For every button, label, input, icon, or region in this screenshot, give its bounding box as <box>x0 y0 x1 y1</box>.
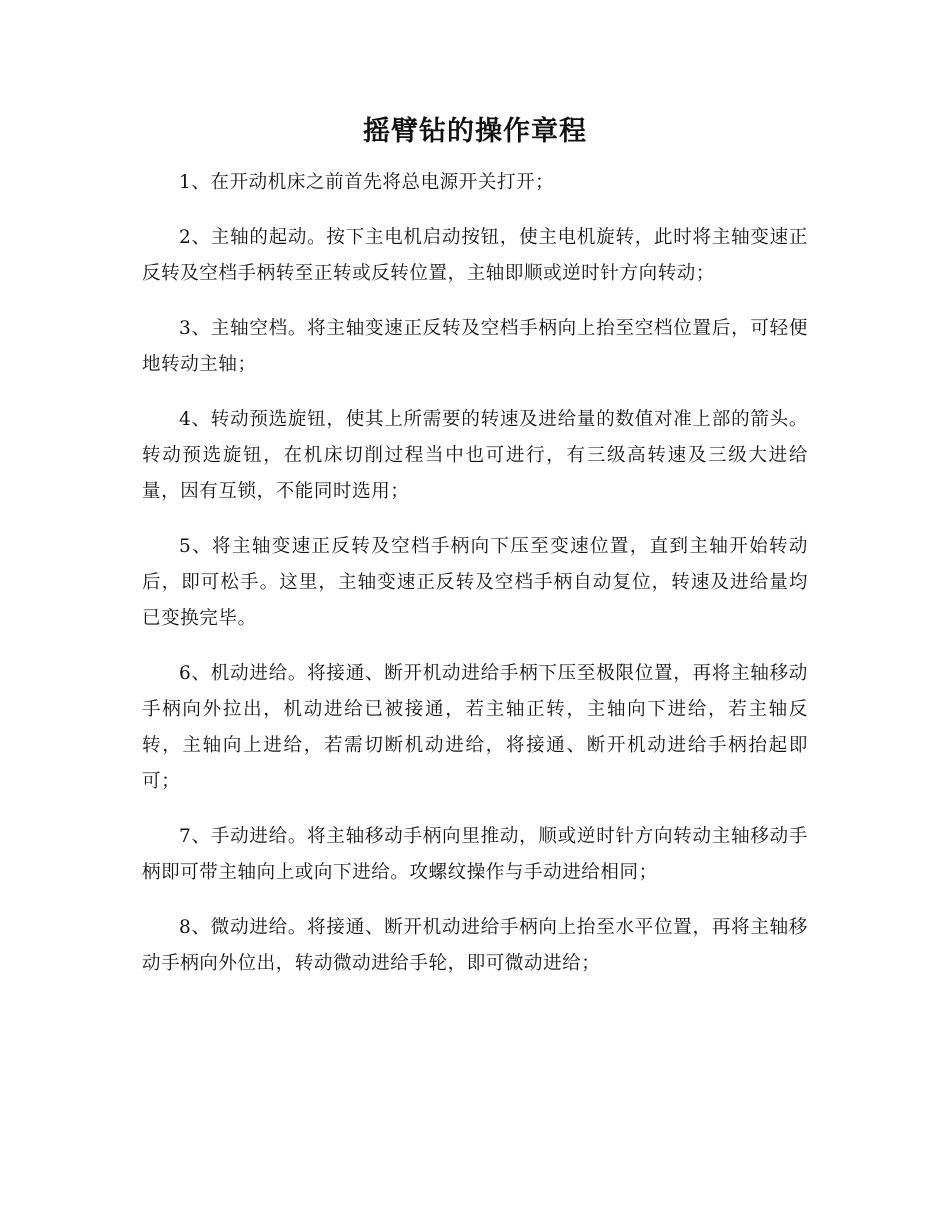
paragraph-3: 3、主轴空档。将主轴变速正反转及空档手柄向上抬至空档位置后，可轻便地转动主轴； <box>142 318 808 375</box>
paragraph-8: 8、微动进给。将接通、断开机动进给手柄向上抬至水平位置，再将主轴移动手柄向外位出，转动微动进给手轮，即可微动进给； <box>142 917 808 974</box>
paragraph-5: 5、将主轴变速正反转及空档手柄向下压至变速位置，直到主轴开始转动后，即可松手。这里，主轴变速正反转及空档手柄自动复位，转速及进给量均已变换完毕。 <box>142 536 808 629</box>
document-body <box>142 165 808 1001</box>
paragraph-1: 1、在开动机床之前首先将总电源开关打开； <box>179 172 555 193</box>
paragraph-6: 6、机动进给。将接通、断开机动进给手柄下压至极限位置，再将主轴移动手柄向外拉出，机动进给已被接通，若主轴正转，主轴向下进给，若主轴反转，主轴向上进给，若需切断机动进给，将接通、断开机动进给手柄抬起即可； <box>142 663 808 792</box>
paragraph-4: 4、转动预选旋钮，使其上所需要的转速及进给量的数值对准上部的箭头。转动预选旋钮，在机床切削过程当中也可进行，有三级高转速及三级大进给量，因有互锁，不能同时选用； <box>142 409 808 502</box>
document-title: 摇臂钻的操作章程 <box>363 116 587 147</box>
paragraph-2: 2、主轴的起动。按下主电机启动按钮，使主电机旋转，此时将主轴变速正反转及空档手柄转至正转或反转位置，主轴即顺或逆时针方向转动； <box>142 227 808 284</box>
paragraph-7: 7、手动进给。将主轴移动手柄向里推动，顺或逆时针方向转动主轴移动手柄即可带主轴向上或向下进给。攻螺纹操作与手动进给相同； <box>142 826 808 883</box>
